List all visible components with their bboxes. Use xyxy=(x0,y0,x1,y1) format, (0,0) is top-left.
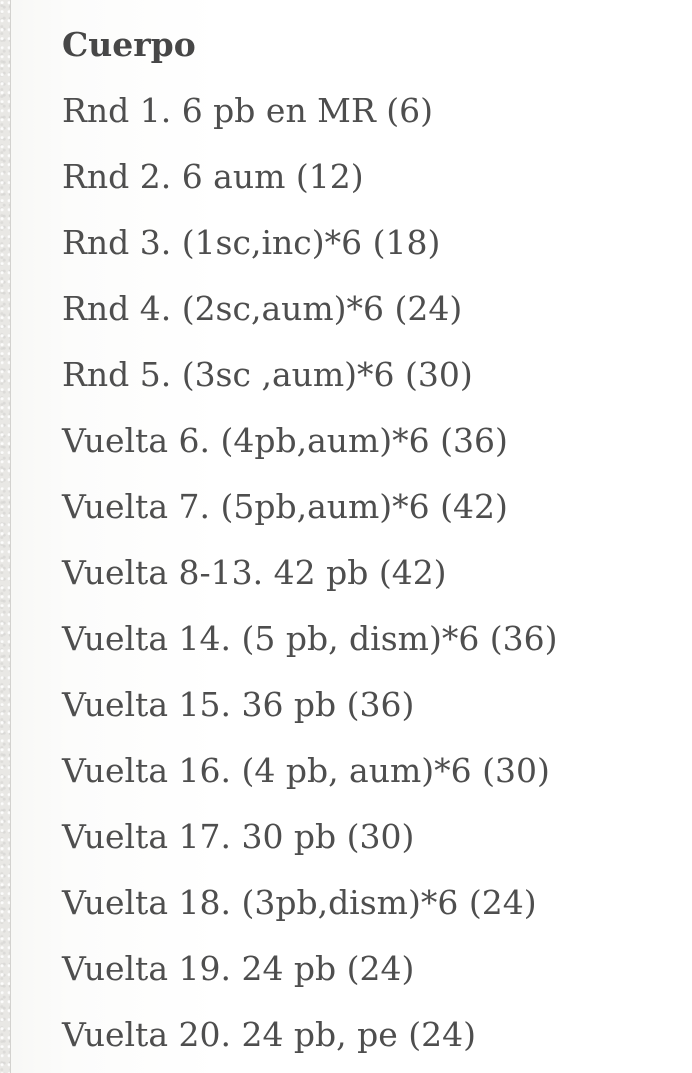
pattern-section-title: Cuerpo xyxy=(62,25,196,64)
pattern-row: Vuelta 14. (5 pb, dism)*6 (36) xyxy=(62,619,558,658)
pattern-row: Rnd 4. (2sc,aum)*6 (24) xyxy=(62,289,463,328)
pattern-row: Rnd 5. (3sc ,aum)*6 (30) xyxy=(62,355,473,394)
pattern-row: Vuelta 8-13. 42 pb (42) xyxy=(62,553,447,592)
pattern-rows xyxy=(62,78,684,1068)
pattern-row: Vuelta 15. 36 pb (36) xyxy=(62,685,415,724)
pattern-row: Rnd 1. 6 pb en MR (6) xyxy=(62,91,434,130)
pattern-row: Rnd 3. (1sc,inc)*6 (18) xyxy=(62,223,441,262)
pattern-row: Vuelta 16. (4 pb, aum)*6 (30) xyxy=(62,751,550,790)
page-edge-texture xyxy=(0,0,11,1073)
pattern-row: Vuelta 20. 24 pb, pe (24) xyxy=(62,1015,477,1054)
pattern-row: Rnd 2. 6 aum (12) xyxy=(62,157,364,196)
pattern-row: Vuelta 6. (4pb,aum)*6 (36) xyxy=(62,421,508,460)
pattern-row: Vuelta 19. 24 pb (24) xyxy=(62,949,415,988)
pattern-row: Vuelta 18. (3pb,dism)*6 (24) xyxy=(62,883,537,922)
pattern-row: Vuelta 7. (5pb,aum)*6 (42) xyxy=(62,487,508,526)
pattern-row: Vuelta 17. 30 pb (30) xyxy=(62,817,415,856)
pattern-content xyxy=(62,12,684,1068)
